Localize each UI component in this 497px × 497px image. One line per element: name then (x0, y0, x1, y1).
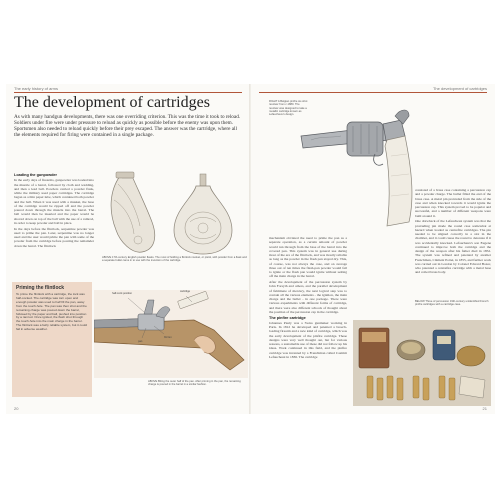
left-body-column (14, 172, 94, 272)
page-title: The development of cartridges (14, 94, 210, 111)
body-paragraph: consisted of a brass case containing a percussion cap and a powder charge. The bullet filled the end of the brass case. A metal pin protruded from the side of the case and when knocked towards it would ignite the percussion cap. This system proved to be popular and successful, and a number of different weapons were built around it. (415, 188, 491, 218)
running-head-left: The early history of arms (14, 86, 59, 91)
right-page (251, 84, 495, 414)
running-head-rule (14, 92, 242, 93)
ivory-grip (385, 136, 412, 226)
label-pan: pan (138, 340, 143, 343)
left-page (6, 84, 250, 414)
right-body-column-2 (415, 188, 491, 298)
section-heading-gunpowder: Loading the gunpowder (14, 173, 58, 177)
box-text: To prime the flintlock with a cartridge, the lock was half-cocked. The cartridge was torn open and enough powder was used to half fill the pan, away from the touch-hole. The pan was then shut and the remaining charge was poured down the barrel, followed by the paper and ball, pushed into position by a ramrod. Once ignited, the flash shot through the touch-hole into the main charge in the barrel. The flintlock was a fairly reliable system, but it could fail in adverse weather. (16, 292, 88, 332)
right-body-column-1 (269, 236, 347, 408)
body-paragraph: In the early days of firearms, gunpowder was loaded into the muzzle of a barrel, followed by cloth and wadding, and then a lead ball. Powders carried a powder flask, while the military used paper cartridges. The cartridge began as a thin paper tube, which contained both powder and the ball. When it was used with a musket, the base of the cartridge would be ripped off and the powder poured down through the muzzle into the barrel. The ball would then be inserted and the paper would be shoved down on top of the ball with the use of a ramrod, in order to keep powder and ball in place. (14, 178, 94, 225)
section-heading-pinfire: The pinfire cartridge (269, 315, 306, 320)
running-head-right: The development of cartridges (432, 86, 487, 91)
flintlock-caption: ABOVE Biting the outer half of the pan. After priming in the pan, the remaining charge is poured in the barrel in a similar fashion. (148, 380, 241, 387)
body-paragraph: Johannes Pauly was a Swiss gunmaker working in Paris. In 1812 he developed and patented a breech-loading firearm and a new kind of cartridge, which was the early development of the pinfire cartridge. These designs were very well thought out, but for various reasons, a sustainable use of these did not follow up his ideas. Work continued in this field, and the pinfire cartridge was invented by a Frenchman called Casimir Lefaucheux in 1836. The cartridge (269, 320, 347, 359)
flintlock-illustration (94, 290, 248, 378)
revolver-caption: RIGHT A Belgian pinfire six-shot revolver from c.1880. The revolver was designed to take a metallic cartridge known as Lefaucheux's design. (269, 100, 308, 117)
blue-box (433, 330, 455, 360)
horn-flask (111, 172, 155, 252)
body-paragraph: In the days before the flintlock, serpentine powder was used to prime the pan. Later, serpentine was no longer used and the user would prime the pan with some of the powder from the cartridge before pouring the remainder down the barrel. The flintlock (14, 226, 94, 248)
cartridges-photo (353, 320, 491, 406)
priming-sidebar-box (12, 282, 92, 397)
pinfire-revolver-illustration (291, 96, 421, 230)
brass-tin (457, 346, 485, 366)
body-paragraph: One drawback of the Lefaucheux system was that the protruding pin made the round case somewhat at hazard when loaded as centrefire cartridges. The pin needed to be aligned correctly in a slot in the chamber, and it could cause the round to detonate if it was accidentally knocked. Lefaucheux's son Eugene continued to improve both the cartridge and the design of the weapon after his father died in 1852. The system was refined and patented by another Frenchman, Clément Pottet, in 1855, and further work was carried out in London by Colonel Edward Boxer, who patented a centrefire cartridge with a metal base and coiled brass body. (415, 219, 491, 275)
cartridges-caption: BELOW Three of percussion 19th-century unidentified French pinfire cartridges with a cartridge case. (415, 300, 489, 307)
body-paragraph: mechanism obviated the need to prime the pan as a separate operation, as a certain amount of powder would run through from the base of the barrel into the covered pan. This system was in general use during most of the era of the flintlock, and was mostly reliable as long as the powder in the flash pan stayed dry. This, of course, was not always the case, and on average three out of ten times the flash-pan powder would fail to ignite or the flash pan would ignite without setting off the main charge in the barrel. (269, 236, 347, 279)
body-paragraph: After the development of the percussion system by John Forsyth and others, and the parallel development of fulminate of mercury, the next logical step was to contain all the various elements - the ignition, the main charge and the bullet - in one package. There were various experiments with different forms of cartridge, and there were also different schools of thought about the position of the percussion cap in the cartridge. (269, 280, 347, 314)
label-cartridge: cartridge (180, 290, 191, 293)
paper-packet (459, 376, 485, 398)
folio-right: 21 (482, 406, 487, 411)
flasks-caption: ABOVE 17th-century English powder flasks. The most of holding a flintlock musket, or pistol, with powder from a flask and a separate bullet came in to use with the invention of the cartridge. (102, 256, 247, 263)
running-head-rule-right (259, 92, 487, 93)
box-title: Priming the flintlock (16, 285, 65, 291)
intro-paragraph: As with many handgun developments, there was one overriding criterion. This was the time it took to reload. Soldiers under fire were under pressure to reload as quickly as possible before the enemy was upon them. Sportsmen also needed to reload quickly before their prey escaped. The answer was the cartridge, where all the elements required for firing were contained in a single package. (14, 114, 241, 139)
label-frizzen: frizzen (164, 336, 172, 339)
folio-left: 20 (14, 406, 19, 411)
revolver-cylinder (347, 122, 383, 156)
powder-flasks-illustration (102, 170, 248, 258)
label-half-cock: half-cock position (112, 292, 133, 295)
pear-flask (174, 174, 232, 254)
